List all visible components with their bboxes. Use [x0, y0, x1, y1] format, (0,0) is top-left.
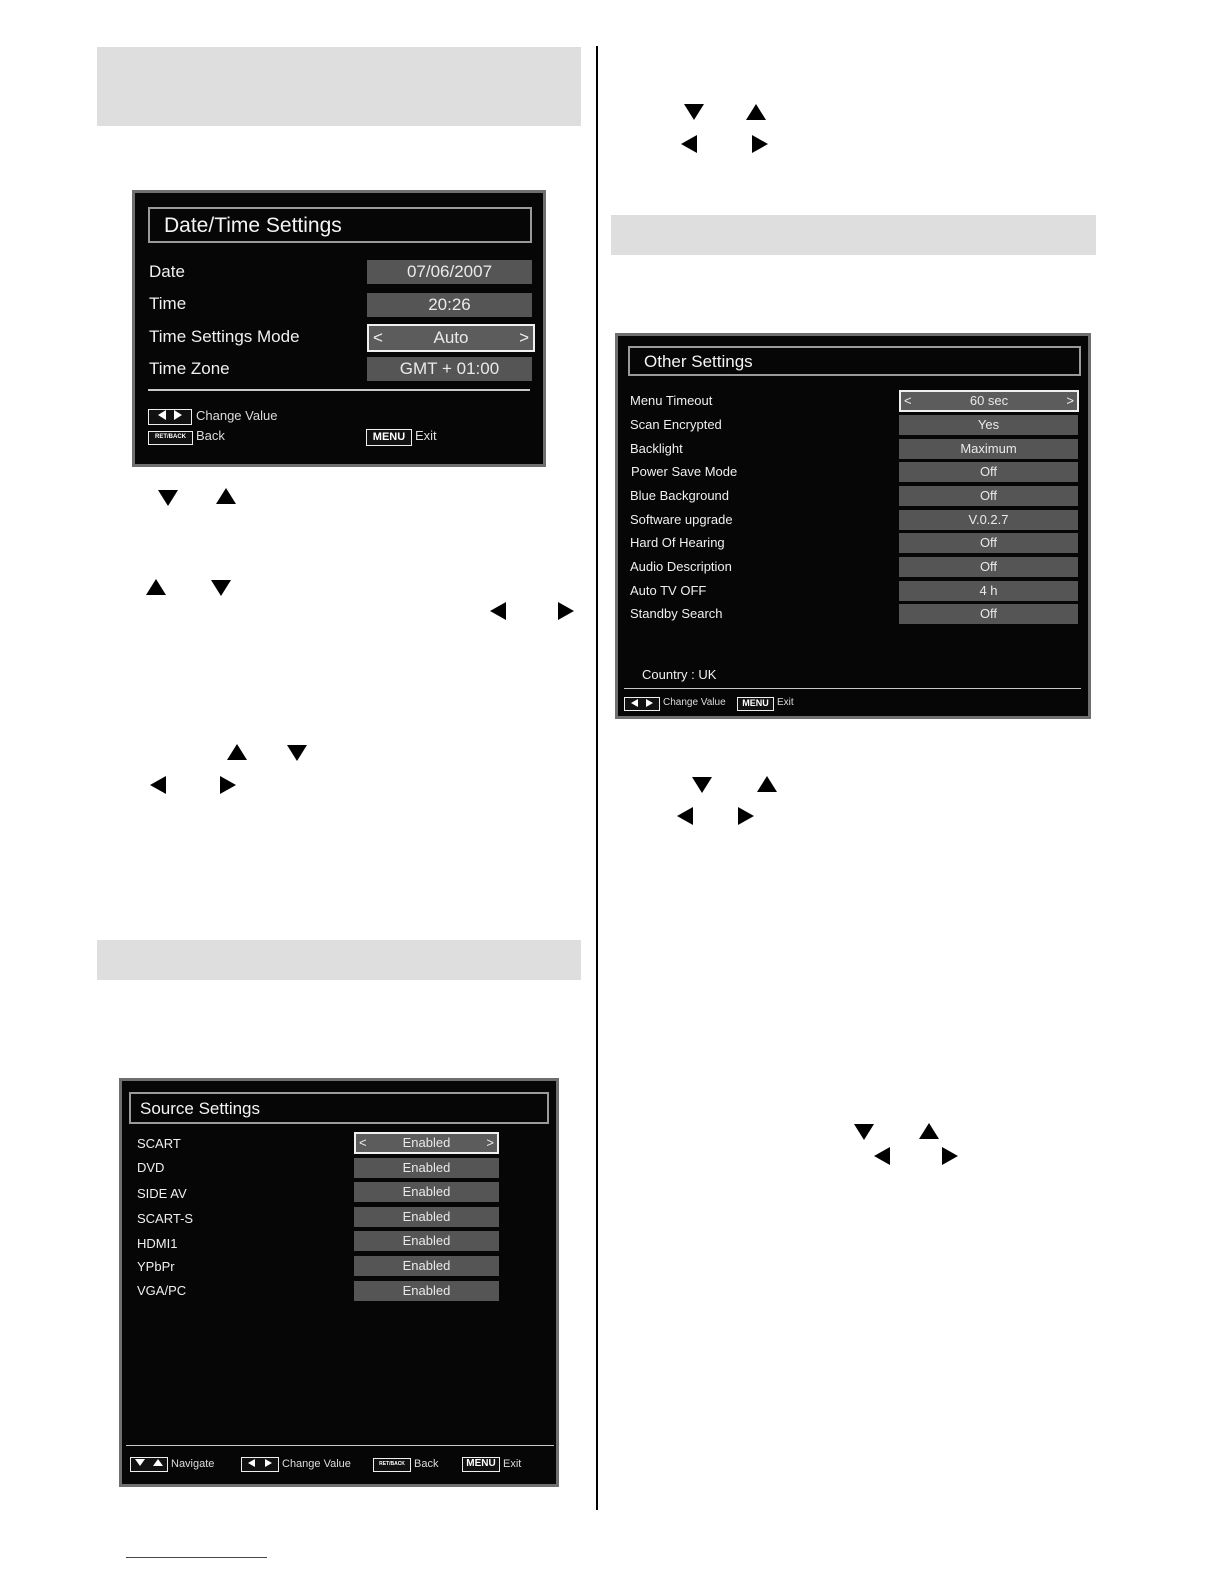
left-arrow-icon — [248, 1459, 255, 1467]
column-divider — [596, 46, 598, 1510]
scart-s-label: SCART-S — [137, 1211, 194, 1226]
back-hint: Back — [196, 428, 225, 443]
exit-hint: Exit — [415, 428, 437, 443]
return-back-key: RET/BACK — [373, 1458, 411, 1472]
panel-title-box — [129, 1092, 549, 1124]
other-settings-panel — [615, 333, 1091, 719]
footer-divider — [126, 1445, 554, 1446]
ypbpr-value[interactable]: Enabled — [354, 1256, 499, 1276]
menu-timeout-value: 60 sec — [969, 393, 1009, 408]
menu-timeout-label: Menu Timeout — [630, 393, 713, 408]
scart-value: Enabled — [402, 1135, 451, 1150]
chevron-right-icon[interactable]: > — [1066, 393, 1074, 408]
chevron-right-icon[interactable]: > — [486, 1135, 494, 1150]
chevron-right-icon[interactable]: > — [519, 328, 529, 347]
blue-background-label: Blue Background — [630, 488, 730, 503]
back-hint: Back — [414, 1458, 439, 1470]
left-arrow-icon — [150, 776, 166, 794]
ypbpr-label: YPbPr — [137, 1259, 175, 1274]
footer-rule — [126, 1557, 267, 1558]
time-label: Time — [149, 294, 187, 313]
change-value-hint: Change Value — [196, 408, 278, 423]
side-av-value[interactable]: Enabled — [354, 1182, 499, 1202]
time-settings-mode-label: Time Settings Mode — [149, 327, 300, 346]
time-settings-mode-value: Auto — [433, 328, 469, 347]
up-arrow-icon — [227, 744, 247, 760]
dvd-label: DVD — [137, 1160, 165, 1175]
down-arrow-icon — [158, 490, 178, 506]
date-value[interactable]: 07/06/2007 — [367, 260, 532, 284]
down-arrow-icon — [135, 1459, 145, 1466]
right-arrow-icon — [558, 602, 574, 620]
backlight-value[interactable]: Maximum — [899, 439, 1078, 459]
down-arrow-icon — [684, 104, 704, 120]
up-arrow-icon — [146, 579, 166, 595]
panel-title: Other Settings — [644, 352, 753, 371]
exit-hint: Exit — [503, 1458, 522, 1470]
scart-selector[interactable] — [354, 1132, 499, 1154]
right-arrow-icon — [942, 1147, 958, 1165]
power-save-mode-value[interactable]: Off — [899, 462, 1078, 482]
side-av-label: SIDE AV — [137, 1186, 187, 1201]
up-down-key — [130, 1457, 168, 1472]
left-arrow-icon — [490, 602, 506, 620]
time-value[interactable]: 20:26 — [367, 293, 532, 317]
down-arrow-icon — [287, 745, 307, 761]
right-arrow-icon — [220, 776, 236, 794]
auto-tv-off-value[interactable]: 4 h — [899, 581, 1078, 601]
footer-divider — [624, 688, 1081, 689]
auto-tv-off-label: Auto TV OFF — [630, 583, 707, 598]
scan-encrypted-value[interactable]: Yes — [899, 415, 1078, 435]
hard-of-hearing-value[interactable]: Off — [899, 533, 1078, 553]
left-arrow-icon — [874, 1147, 890, 1165]
up-arrow-icon — [153, 1459, 163, 1466]
menu-timeout-selector[interactable] — [899, 390, 1079, 412]
left-right-key — [624, 697, 660, 711]
date-time-settings-panel — [132, 190, 546, 467]
audio-description-value[interactable]: Off — [899, 557, 1078, 577]
power-save-mode-label: Power Save Mode — [631, 464, 738, 479]
vga-pc-value[interactable]: Enabled — [354, 1281, 499, 1301]
section-header-band-other — [611, 215, 1096, 255]
section-header-band-source — [97, 940, 581, 980]
navigate-hint: Navigate — [171, 1458, 215, 1470]
right-arrow-icon — [265, 1459, 272, 1467]
software-upgrade-label: Software upgrade — [630, 512, 733, 527]
footer-divider — [148, 389, 530, 391]
panel-title: Date/Time Settings — [164, 214, 342, 237]
left-right-key — [148, 409, 192, 425]
down-arrow-icon — [211, 580, 231, 596]
left-arrow-icon — [677, 807, 693, 825]
time-settings-mode-selector[interactable] — [367, 324, 535, 352]
left-right-key — [241, 1457, 279, 1472]
menu-key: MENU — [462, 1457, 500, 1472]
chevron-left-icon[interactable]: < — [904, 393, 912, 408]
scan-encrypted-label: Scan Encrypted — [630, 417, 722, 432]
down-arrow-icon — [692, 777, 712, 793]
source-settings-panel — [119, 1078, 559, 1487]
date-label: Date — [149, 262, 185, 281]
scart-s-value[interactable]: Enabled — [354, 1207, 499, 1227]
hdmi1-value[interactable]: Enabled — [354, 1231, 499, 1251]
left-arrow-icon — [158, 410, 166, 420]
hdmi1-label: HDMI1 — [137, 1236, 178, 1251]
up-arrow-icon — [746, 104, 766, 120]
dvd-value[interactable]: Enabled — [354, 1158, 499, 1178]
left-arrow-icon — [631, 699, 638, 707]
right-arrow-icon — [752, 135, 768, 153]
right-arrow-icon — [646, 699, 653, 707]
backlight-label: Backlight — [630, 441, 683, 456]
hard-of-hearing-label: Hard Of Hearing — [630, 535, 725, 550]
return-back-key: RET/BACK — [148, 431, 193, 445]
scart-label: SCART — [137, 1136, 181, 1151]
up-arrow-icon — [757, 776, 777, 792]
right-arrow-icon — [738, 807, 754, 825]
right-arrow-icon — [174, 410, 182, 420]
blue-background-value[interactable]: Off — [899, 486, 1078, 506]
up-arrow-icon — [216, 488, 236, 504]
software-upgrade-value[interactable]: V.0.2.7 — [899, 510, 1078, 530]
chevron-left-icon[interactable]: < — [373, 328, 383, 347]
panel-title-box — [628, 346, 1081, 376]
standby-search-value[interactable]: Off — [899, 604, 1078, 624]
panel-title: Source Settings — [140, 1099, 261, 1118]
section-header-band-datetime — [97, 47, 581, 126]
chevron-left-icon[interactable]: < — [359, 1135, 367, 1150]
audio-description-label: Audio Description — [630, 559, 732, 574]
panel-title-box — [148, 207, 532, 243]
time-zone-label: Time Zone — [149, 359, 230, 378]
exit-hint: Exit — [777, 697, 794, 708]
left-arrow-icon — [681, 135, 697, 153]
country-label: Country : UK — [642, 667, 717, 682]
up-arrow-icon — [919, 1123, 939, 1139]
change-value-hint: Change Value — [663, 697, 726, 708]
vga-pc-label: VGA/PC — [137, 1283, 187, 1298]
change-value-hint: Change Value — [282, 1458, 351, 1470]
standby-search-label: Standby Search — [630, 606, 723, 621]
menu-key: MENU — [737, 697, 774, 711]
time-zone-value[interactable]: GMT + 01:00 — [367, 357, 532, 381]
down-arrow-icon — [854, 1124, 874, 1140]
menu-key: MENU — [366, 429, 412, 446]
